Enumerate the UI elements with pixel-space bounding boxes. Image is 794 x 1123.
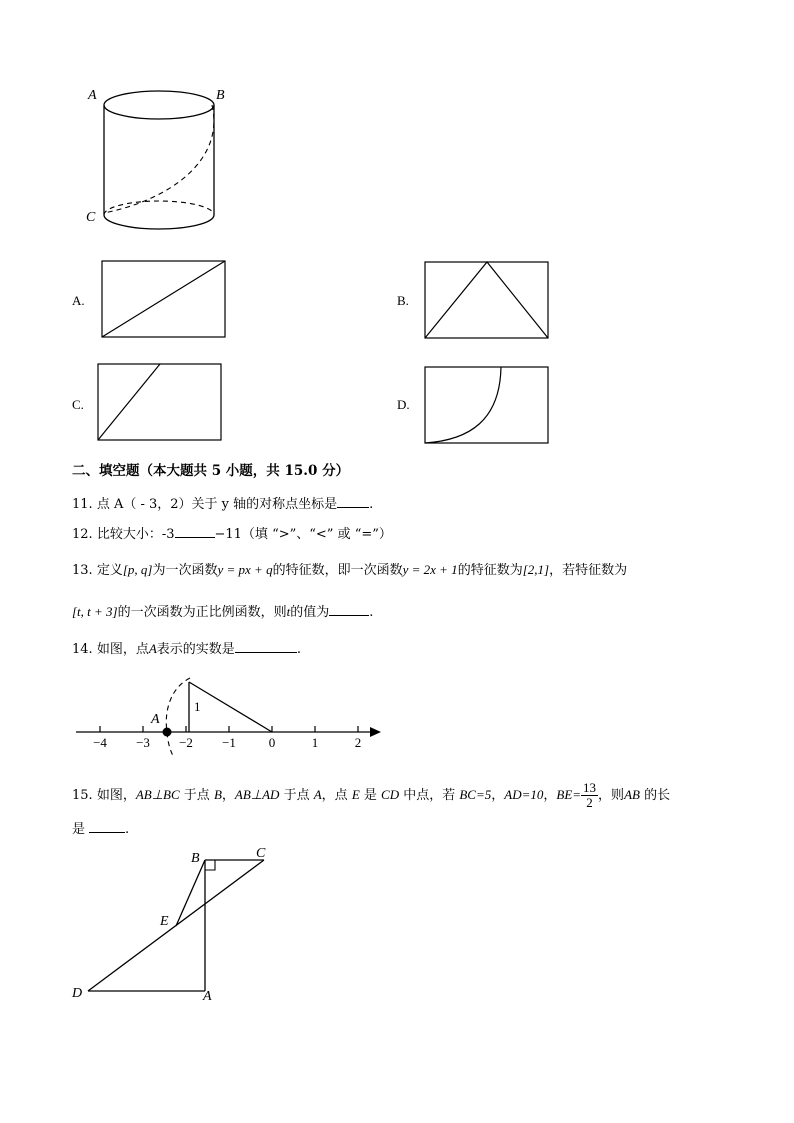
q15-comma2: ，: [543, 788, 557, 803]
q15-text-h: ，则: [598, 788, 625, 803]
tick-label: −2: [179, 735, 193, 750]
q13-part5: ，若特征数为: [549, 563, 628, 578]
q12-text-a: 比较大小：-3: [96, 527, 175, 542]
tick-label: −4: [93, 735, 107, 750]
trap-label-c: C: [256, 846, 266, 861]
height-label: 1: [194, 699, 201, 714]
cylinder-label-a: A: [88, 88, 97, 103]
q15-be: BE=: [556, 787, 582, 802]
q15-ab-ad: AB⊥AD: [234, 787, 280, 802]
q15-frac-den: 2: [586, 795, 593, 810]
section-title: 二、填空题（本大题共 5 小题，共 15.0 分）: [72, 463, 350, 479]
q13-part6: 的一次函数为正比例函数，则: [117, 605, 287, 620]
q14-text-a: 如图，点: [96, 642, 149, 657]
q11-number: 11.: [72, 497, 93, 512]
q13-pair: [2,1]: [522, 562, 550, 577]
q15-frac-num: 13: [583, 780, 597, 795]
point-a-label: A: [151, 712, 160, 727]
q13-tt: [t, t + 3]: [72, 604, 118, 619]
q13-number: 13.: [72, 563, 93, 578]
q14-number: 14.: [72, 642, 93, 657]
q15-text-i: 的长: [639, 788, 671, 803]
q15-comma1: ，: [491, 788, 505, 803]
trap-label-d: D: [72, 986, 83, 1001]
q15-text-d: 于点: [279, 788, 314, 803]
q11-end: .: [369, 497, 374, 512]
q13-t: t: [286, 604, 291, 619]
tick-label: −3: [136, 735, 150, 750]
q13-part7: 的值为: [290, 605, 330, 620]
q15-text-b: 于点: [179, 788, 214, 803]
q12-number: 12.: [72, 527, 93, 542]
q11-text: 点 A（ - 3，2）关于 y 轴的对称点坐标是: [96, 497, 338, 512]
q13-end: .: [369, 605, 374, 620]
q15-text-f: 是: [359, 788, 382, 803]
q15-ab: AB: [624, 787, 640, 802]
cylinder-label-c: C: [86, 210, 96, 225]
q15-b: B: [213, 787, 222, 802]
option-d-label: D.: [397, 397, 410, 412]
q14-end: .: [296, 642, 301, 657]
q13-part1: 定义: [96, 563, 123, 578]
q15-ab-bc: AB⊥BC: [135, 787, 180, 802]
q13-func2: y = 2x + 1: [402, 562, 458, 577]
tick-label: 2: [354, 735, 362, 750]
q15-a: A: [313, 787, 322, 802]
q15-number: 15.: [72, 788, 93, 803]
q15-text-g: 中点，若: [399, 788, 460, 803]
option-c-label: C.: [72, 397, 84, 412]
q15-text-a: 如图，: [96, 788, 136, 803]
tick-label: 0: [268, 735, 276, 750]
cylinder-label-b: B: [216, 88, 225, 103]
option-b-label: B.: [397, 293, 409, 308]
q13-part3: 的特征数，即一次函数: [272, 563, 403, 578]
q15-end: .: [125, 822, 130, 837]
trap-label-a: A: [203, 989, 212, 1004]
q15-cd: CD: [381, 787, 400, 802]
q15-text-e: ，点: [321, 788, 352, 803]
q15-text-c: ，: [221, 788, 235, 803]
q13-part2: 为一次函数: [152, 563, 218, 578]
q14-text-b: 表示的实数是: [156, 642, 235, 657]
option-a-label: A.: [72, 293, 85, 308]
q13-part4: 的特征数为: [457, 563, 523, 578]
q14-a: A: [148, 641, 157, 656]
q15-line2: 是: [72, 822, 86, 837]
tick-label: 1: [311, 735, 319, 750]
q15-e: E: [351, 787, 360, 802]
trap-label-e: E: [160, 914, 169, 929]
tick-label: −1: [222, 735, 236, 750]
q13-pq: [p, q]: [122, 562, 153, 577]
q15-bc: BC=5: [459, 787, 492, 802]
q13-func: y = px + q: [217, 562, 273, 577]
trap-label-b: B: [191, 851, 200, 866]
q15-ad: AD=10: [504, 787, 544, 802]
q12-text-b: −11（填 “>”、“<” 或 “=”）: [214, 527, 392, 542]
